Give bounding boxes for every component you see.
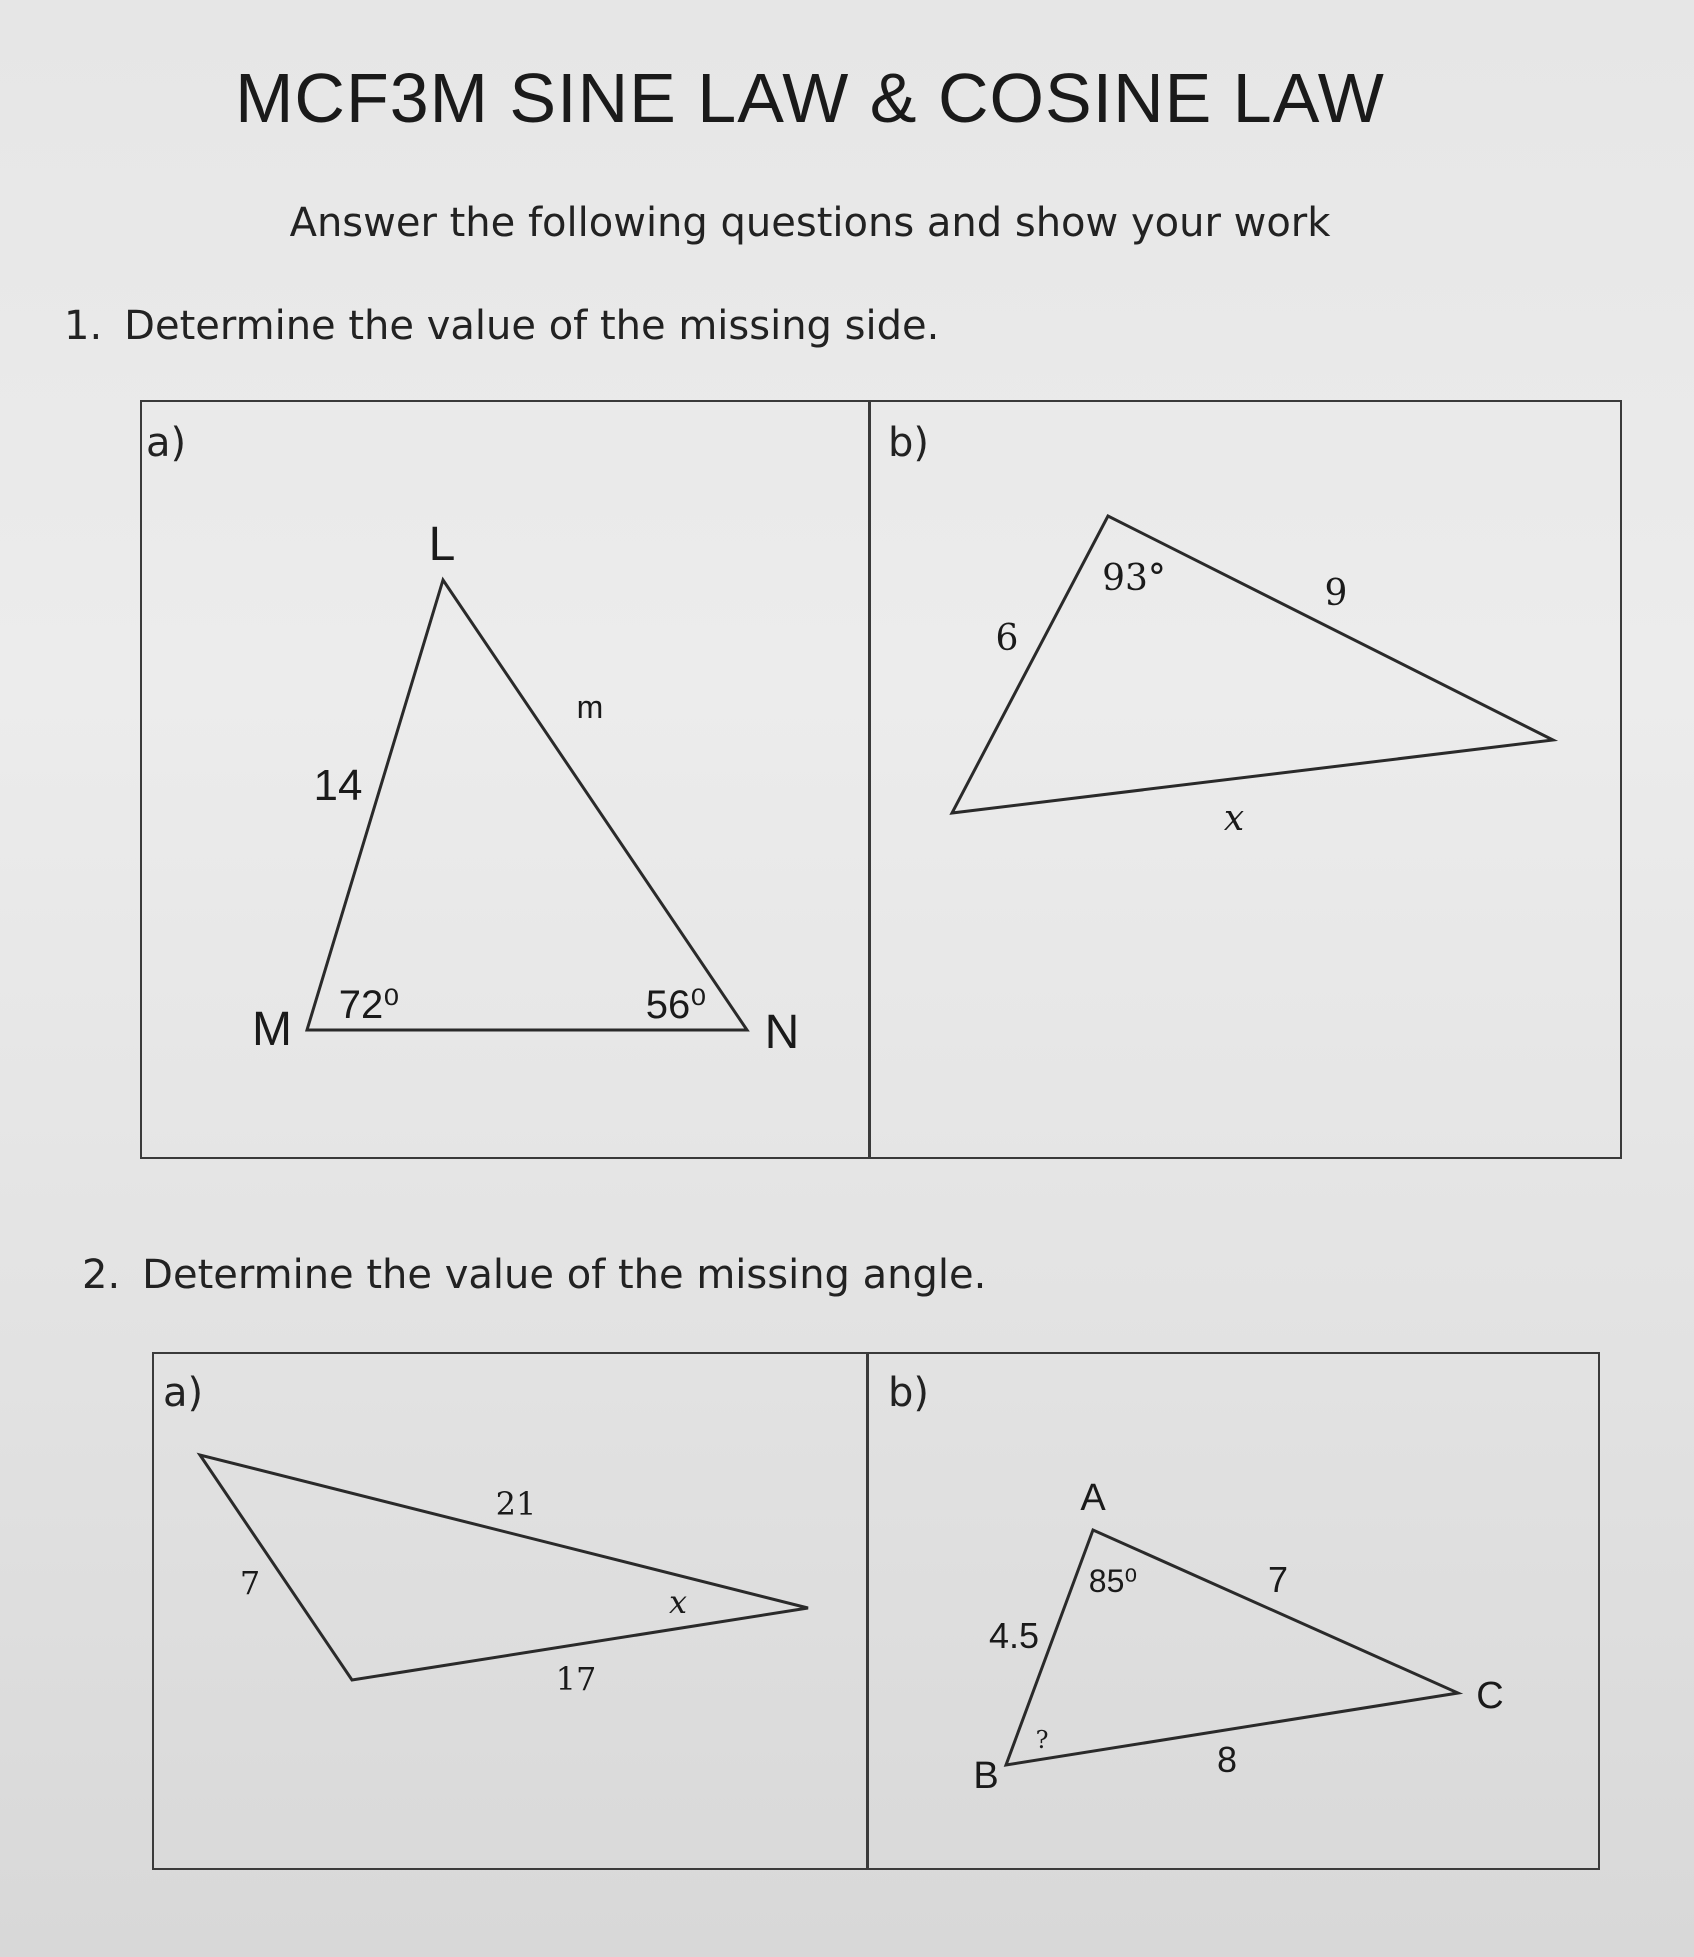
question-2-prompt: Determine the value of the missing angle. — [142, 1252, 987, 1298]
q2b-vertex-b: B — [973, 1755, 999, 1797]
q1b-side-top: 9 — [1324, 573, 1348, 614]
q2b-side-ab: 4.5 — [988, 1615, 1040, 1656]
q2a-side-bottom: 17 — [555, 1660, 597, 1698]
q1b-diagram — [952, 516, 1553, 839]
q1a-side-ln: m — [576, 689, 604, 725]
question-2-number: 2. — [82, 1252, 121, 1298]
q2b-vertex-c: C — [1476, 1675, 1504, 1717]
q2a-side-top: 21 — [495, 1485, 537, 1523]
instructions-text: Answer the following questions and show your work — [289, 200, 1331, 246]
q1a-triangle — [307, 580, 747, 1030]
q1a-vertex-l: L — [428, 518, 456, 571]
q1b-angle-top: 93° — [1102, 558, 1166, 599]
q1b-label: b) — [888, 420, 929, 466]
q2b-vertex-a: A — [1080, 1477, 1106, 1519]
q1b-triangle — [952, 516, 1553, 813]
q2b-triangle — [1006, 1530, 1458, 1765]
q2a-diagram — [200, 1455, 808, 1698]
question-1-number: 1. — [64, 303, 103, 349]
q1a-vertex-m: M — [252, 1003, 292, 1056]
q2b-diagram — [973, 1477, 1503, 1797]
worksheet-title: MCF3M SINE LAW & COSINE LAW — [235, 59, 1385, 137]
q2b-angle-a: 85⁰ — [1088, 1563, 1138, 1599]
question-1-prompt: Determine the value of the missing side. — [124, 303, 940, 349]
q2b-side-bc: 8 — [1216, 1739, 1238, 1780]
q1a-label: a) — [146, 420, 187, 466]
q1a-vertex-n: N — [764, 1006, 800, 1059]
q2a-angle-x: x — [668, 1583, 688, 1621]
q2b-side-ac: 7 — [1267, 1559, 1289, 1600]
q1a-side-ml: 14 — [313, 761, 363, 810]
q1a-diagram — [252, 518, 799, 1059]
q1a-angle-m: 72⁰ — [338, 983, 400, 1027]
q2a-label: a) — [163, 1370, 204, 1416]
q2a-side-left: 7 — [239, 1564, 261, 1602]
q1a-angle-n: 56⁰ — [645, 983, 707, 1027]
q2b-angle-b: ? — [1035, 1726, 1049, 1754]
q2b-label: b) — [888, 1370, 929, 1416]
q1b-side-left: 6 — [995, 618, 1019, 659]
q1b-side-bottom: x — [1223, 798, 1245, 839]
